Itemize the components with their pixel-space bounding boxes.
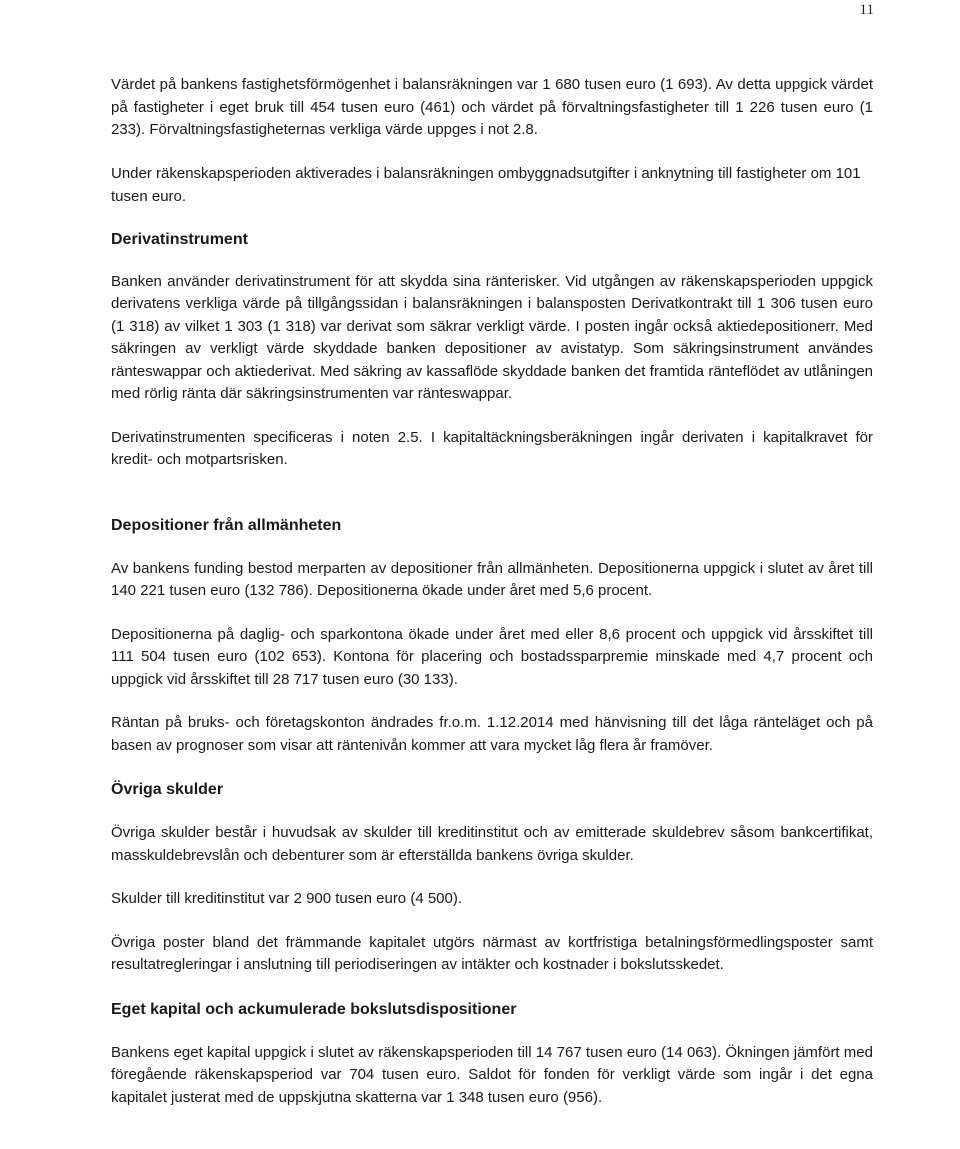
section-heading-depositioner: Depositioner från allmänheten: [111, 516, 342, 534]
section-heading-ovriga-skulder: Övriga skulder: [111, 781, 224, 799]
document-body: [111, 74, 873, 1109]
paragraph: Skulder till kreditinstitut var 2 900 tusen euro (4 500).: [111, 890, 463, 908]
section-fastigheter: [111, 74, 873, 209]
paragraph: Bankens eget kapital uppgick i slutet av räkenskapsperioden till 14 767 tusen euro (14 063). Ökningen jämfört med föregående räkenskapsperiod var 704 tusen euro. Saldot för fonden för verkligt värde som ingår i det egna kapitalet justerat med de uppskjutna skatterna var 1 348 tusen euro (956).: [111, 1043, 873, 1106]
paragraph: Under räkenskapsperioden aktiverades i balansräkningen ombyggnadsutgifter i anknytning till fastigheter om 101 tusen euro.: [111, 165, 861, 205]
paragraph: Värdet på bankens fastighetsförmögenhet i balansräkningen var 1 680 tusen euro (1 693). Av detta uppgick värdet på fastigheter i eget bruk till 454 tusen euro (461) och värdet på förvaltningsfastigheter till 1 226 tusen euro (1 233). Förvaltningsfastigheternas verkliga värde uppges i not 2.8.: [111, 76, 873, 139]
paragraph: Övriga skulder består i huvudsak av skulder till kreditinstitut och av emitterade skuldebrev såsom bankcertifikat, masskuldebrevslån och debenturer som är efterställda bankens övriga skulder.: [111, 824, 873, 864]
section-heading-eget-kapital: Eget kapital och ackumulerade bokslutsdispositioner: [111, 1000, 517, 1018]
paragraph: Depositionerna på daglig- och sparkontona ökade under året med eller 8,6 procent och uppgick vid årsskiftet till 111 504 tusen euro (102 653). Kontona för placering och bostadssparpremie minskade med 4,7 procent och uppgick vid årsskiftet till 28 717 tusen euro (30 133).: [111, 625, 873, 688]
paragraph: Banken använder derivatinstrument för att skydda sina ränterisker. Vid utgången av räkenskapsperioden uppgick derivatens verkliga värde på tillgångssidan i balansräkningen i balansposten Derivatkontrakt till 1 306 tusen euro (1 318) av vilket 1 303 (1 318) var derivat som säkrar verkligt värde. I posten ingår också aktiedepositionerr. Med säkringen av verkligt värde skyddade banken depositioner av avistatyp. Som säkringsinstrument användes ränteswappar och aktiederivat. Med säkring av kassaflöde skyddade banken det framtida ränteflödet av utlåningen med rörlig ränta där säkringsinstrumenten var ränteswappar.: [111, 272, 873, 403]
paragraph: Räntan på bruks- och företagskonton ändrades fr.o.m. 1.12.2014 med hänvisning till det låga ränteläget och på basen av prognoser som visar att räntenivån kommer att vara mycket låg flera år framöver.: [111, 714, 873, 754]
page-number: 11: [859, 2, 874, 18]
paragraph: Övriga poster bland det främmande kapitalet utgörs närmast av kortfristiga betalningsförmedlingsposter samt resultatregleringar i anslutning till periodiseringen av intäkter och kostnader i bokslutsskedet.: [111, 933, 873, 974]
section-heading-derivatinstrument: Derivatinstrument: [111, 230, 248, 248]
paragraph: Av bankens funding bestod merparten av depositioner från allmänheten. Depositionerna uppgick i slutet av året till 140 221 tusen euro (132 786). Depositionerna ökade under året med 5,6 procent.: [111, 559, 873, 600]
paragraph: Derivatinstrumenten specificeras i noten 2.5. I kapitaltäckningsberäkningen ingår derivaten i kapitalkravet för kredit- och motpartsrisken.: [111, 428, 873, 469]
